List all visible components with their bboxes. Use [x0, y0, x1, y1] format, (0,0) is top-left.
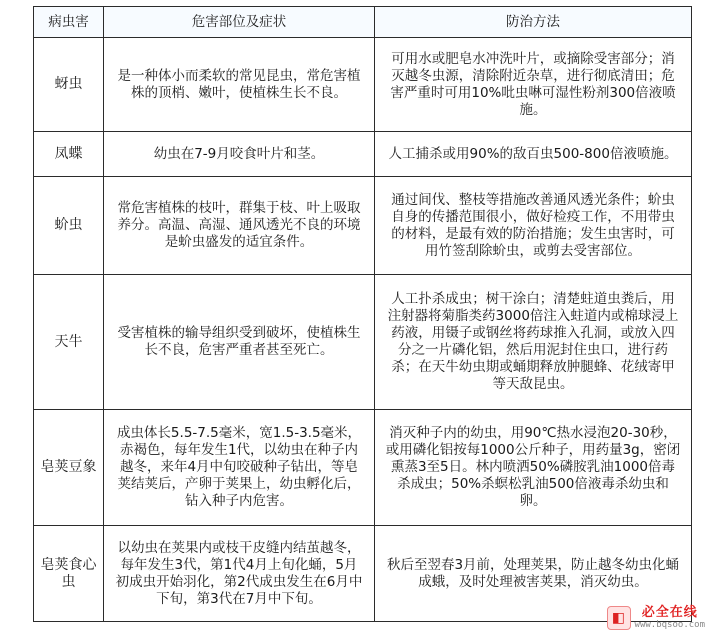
watermark-site-name: 必全在线 — [641, 605, 698, 620]
pest-name: 蚜虫 — [34, 38, 104, 132]
table-header — [34, 7, 692, 38]
control-cell: 可用水或肥皂水冲洗叶片，或摘除受害部分；消灭越冬虫源，清除附近杂草，进行彻底清田；危害严重时可用10%吡虫啉可湿性粉剂300倍液喷施。 — [375, 38, 692, 132]
symptom-cell: 受害植株的输导组织受到破坏，使植株生长不良，危害严重者甚至死亡。 — [104, 275, 375, 410]
control-cell: 人工捕杀或用90%的敌百虫500-800倍液喷施。 — [375, 132, 692, 177]
header-symptom: 危害部位及症状 — [104, 7, 375, 38]
pest-name: 皂荚食心虫 — [34, 526, 104, 622]
symptom-cell: 是一种体小而柔软的常见昆虫，常危害植株的顶梢、嫩叶，使植株生长不良。 — [104, 38, 375, 132]
pest-control-table — [33, 6, 692, 622]
table-row — [34, 526, 692, 622]
site-watermark[interactable] — [607, 606, 705, 630]
symptom-cell: 以幼虫在荚果内或枝干皮缝内结茧越冬，每年发生3代，第1代4月上旬化蛹，5月初成虫开始羽化，第2代成虫发生在6月中下旬，第3代在7月中下旬。 — [104, 526, 375, 622]
pest-name: 凤蝶 — [34, 132, 104, 177]
table-row — [34, 132, 692, 177]
table-row — [34, 410, 692, 526]
symptom-cell: 成虫体长5.5-7.5毫米，宽1.5-3.5毫米，赤褐色，每年发生1代，以幼虫在种子内越冬，来年4月中旬咬破种子钻出，等皂荚结荚后，产卵于荚果上，幼虫孵化后，钻入种子内危害。 — [104, 410, 375, 526]
watermark-text — [635, 606, 705, 630]
symptom-cell: 常危害植株的枝叶，群集于枝、叶上吸取养分。高温、高湿、通风透光不良的环境是蚧虫盛发的适宜条件。 — [104, 177, 375, 275]
pest-name: 皂荚豆象 — [34, 410, 104, 526]
pest-name: 天牛 — [34, 275, 104, 410]
symptom-cell: 幼虫在7-9月咬食叶片和茎。 — [104, 132, 375, 177]
pest-name: 蚧虫 — [34, 177, 104, 275]
header-control: 防治方法 — [375, 7, 692, 38]
site-logo-icon: ◧ — [607, 606, 631, 630]
header-pest: 病虫害 — [34, 7, 104, 38]
control-cell: 通过间伐、整枝等措施改善通风透光条件；蚧虫自身的传播范围很小，做好检疫工作，不用带虫的材料，是最有效的防治措施；发生虫害时，可用竹签刮除蚧虫，或剪去受害部位。 — [375, 177, 692, 275]
table-row — [34, 177, 692, 275]
control-cell: 消灭种子内的幼虫，用90℃热水浸泡20-30秒，或用磷化铝按每1000公斤种子，用药量3g，密闭熏蒸3至5日。林内喷洒50%磷胺乳油1000倍毒杀成虫；50%杀螟松乳油500倍液毒杀幼虫和卵。 — [375, 410, 692, 526]
control-cell: 秋后至翌春3月前，处理荚果，防止越冬幼虫化蛹成蛾，及时处理被害荚果，消灭幼虫。 — [375, 526, 692, 622]
watermark-url: www.bqsoo.com — [634, 620, 705, 630]
header-row — [34, 7, 692, 38]
control-cell: 人工扑杀成虫；树干涂白；清楚蛀道虫粪后，用注射器将菊脂类药3000倍注入蛀道内或棉球浸上药液，用镊子或钢丝将药球推入孔洞，或放入四分之一片磷化铝，然后用泥封住虫口，进行药杀；在天牛幼虫期或蛹期释放肿腿蜂、花绒寄甲等天敌昆虫。 — [375, 275, 692, 410]
table-body — [34, 38, 692, 622]
table-row — [34, 275, 692, 410]
table-row — [34, 38, 692, 132]
